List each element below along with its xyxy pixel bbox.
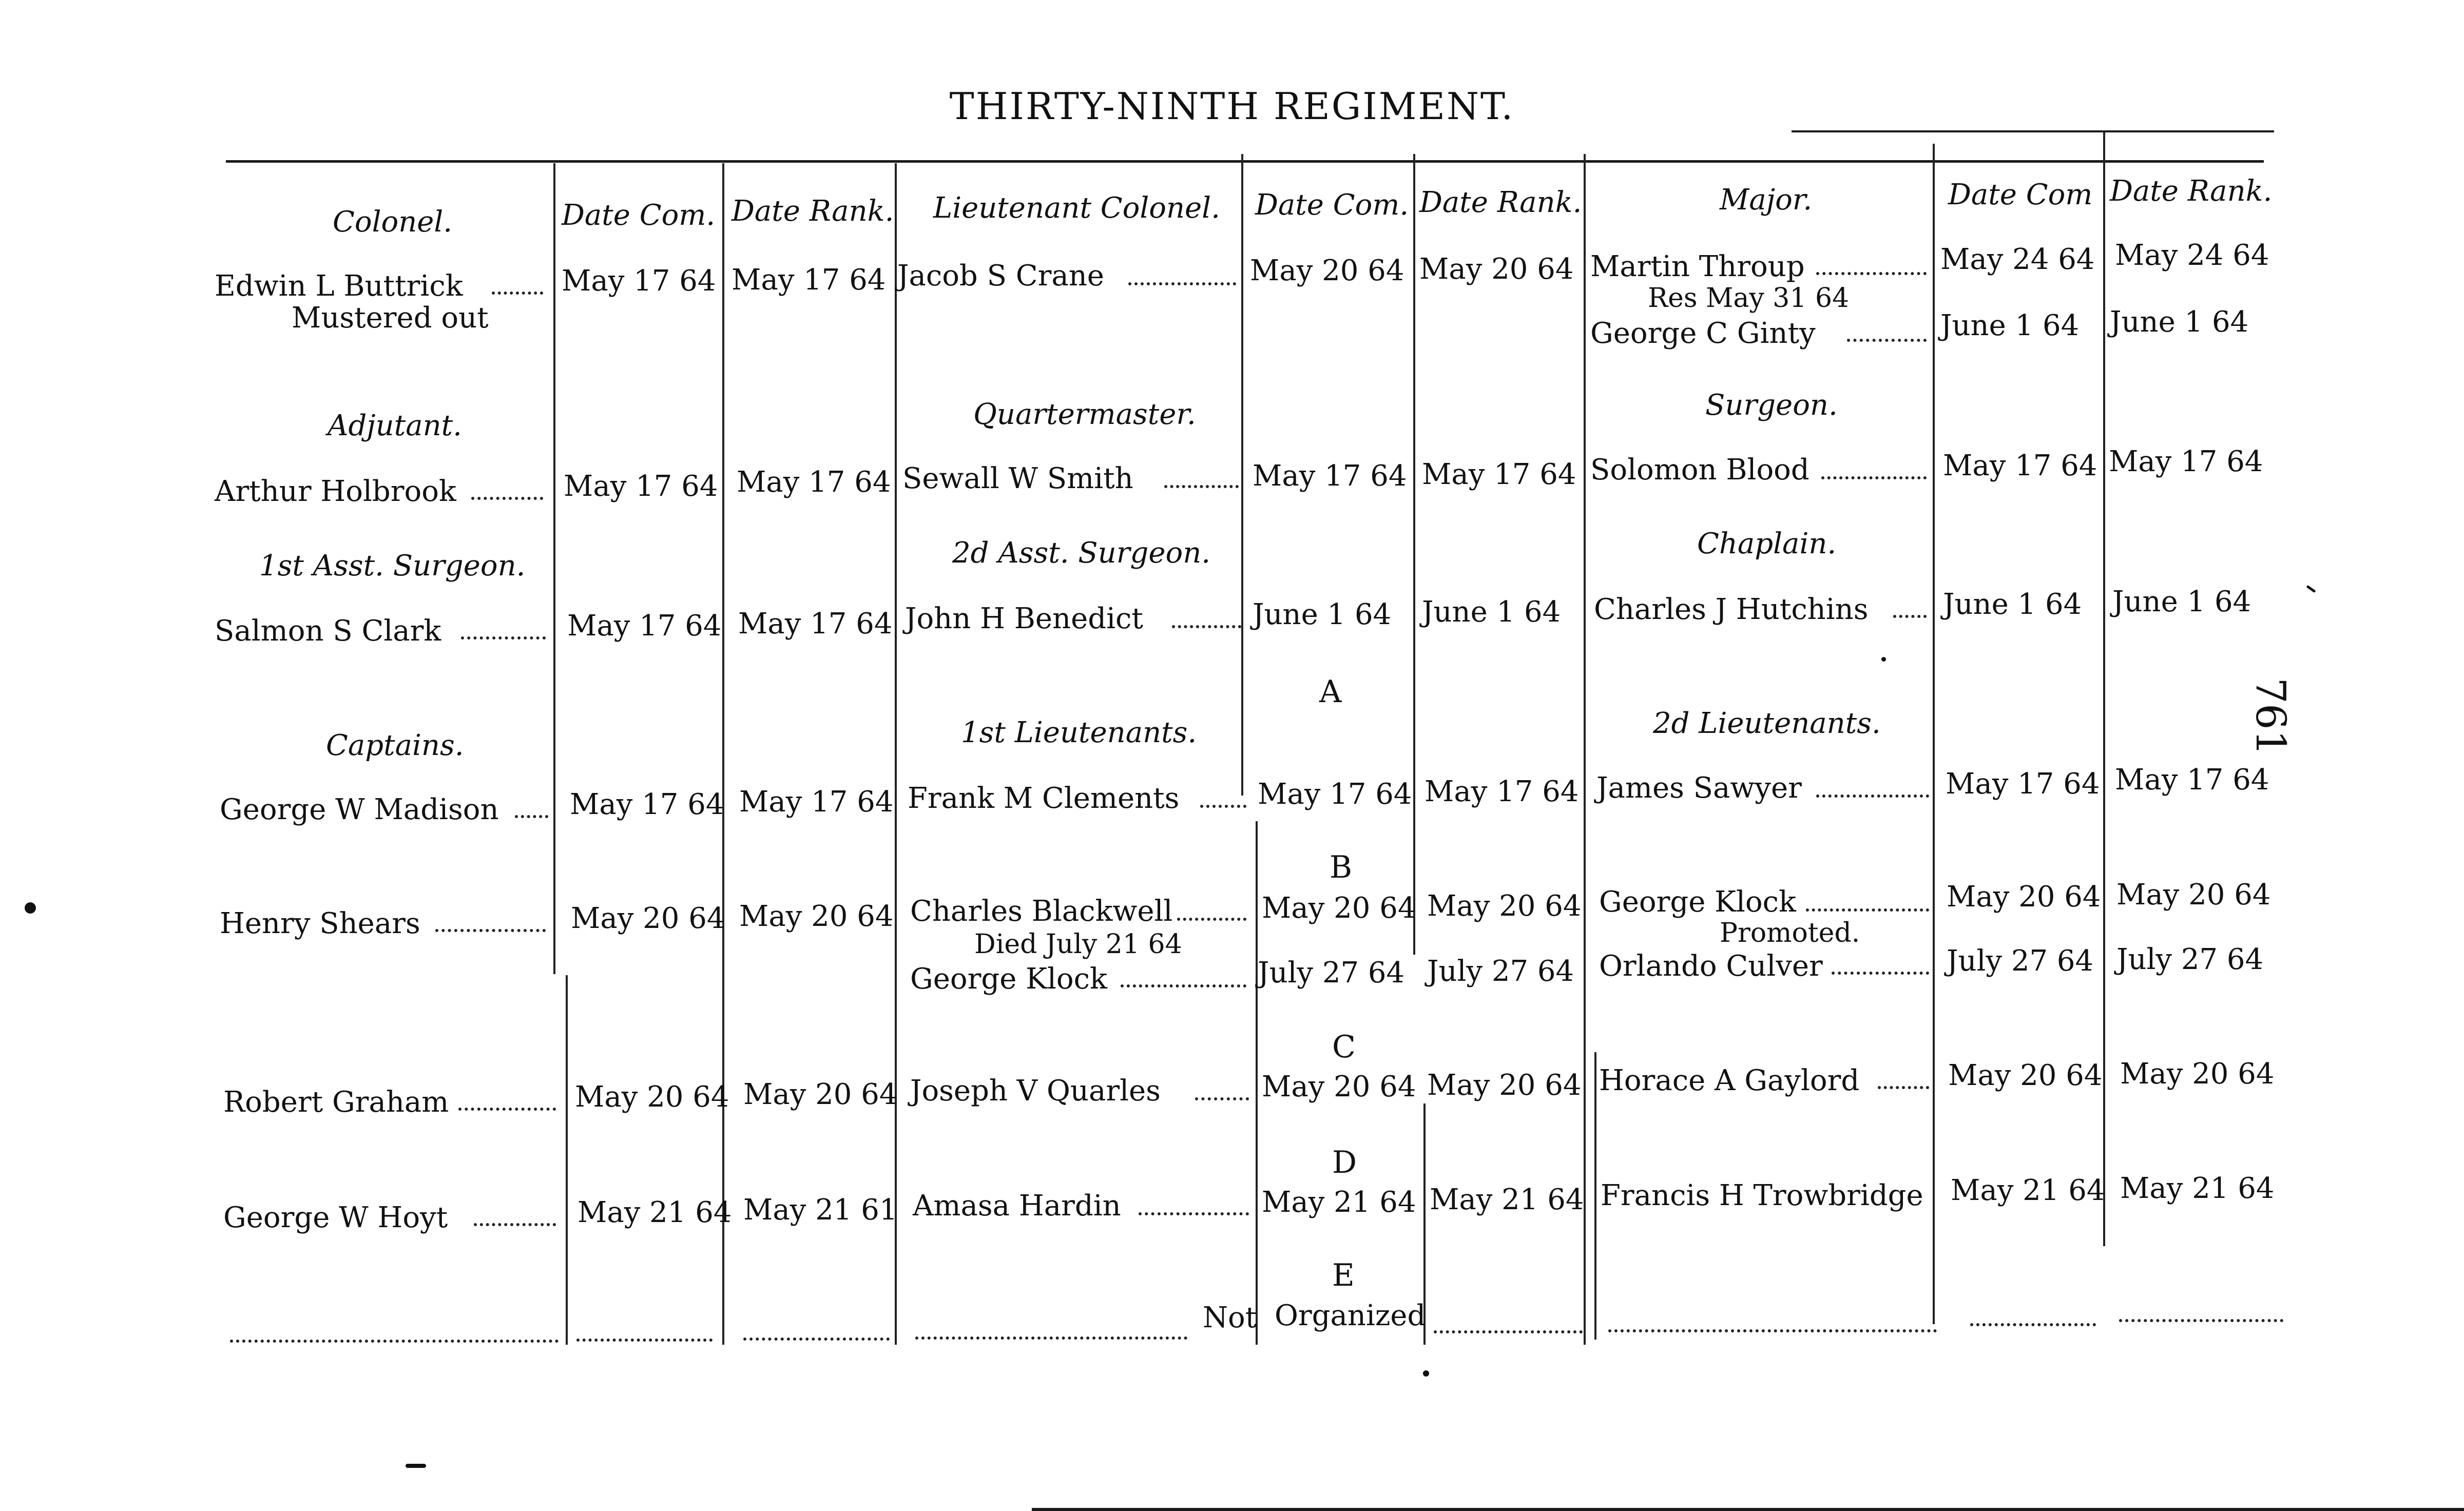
leader-dots	[1434, 1330, 1583, 1333]
leader-dots	[435, 929, 546, 932]
leader-dots	[1806, 908, 1929, 912]
officer-name: Frank M Clements	[908, 782, 1180, 815]
header-lt-colonel: Lieutenant Colonel.	[933, 191, 1220, 225]
date-rank: May 20 64	[739, 900, 894, 933]
date-com: May 21 64	[578, 1196, 732, 1229]
header-date-rank: Date Rank.	[1419, 186, 1582, 219]
header-date-com: Date Com	[1948, 178, 2093, 211]
section-captains: Captains.	[326, 729, 464, 762]
officer-name: Jacob S Crane	[897, 259, 1104, 293]
date-rank: May 20 64	[743, 1078, 898, 1111]
date-com: June 1 64	[1943, 588, 2082, 621]
column-divider	[1241, 154, 1243, 796]
date-rank: May 17 64	[2115, 763, 2269, 797]
leader-dots	[1121, 984, 1246, 987]
scan-speck	[1881, 657, 1886, 662]
date-com: May 21 64	[1262, 1186, 1416, 1219]
leader-dots	[1832, 972, 1929, 975]
section-surgeon: Surgeon.	[1705, 389, 1838, 422]
date-com: May 20 64	[1262, 892, 1416, 925]
column-divider	[1413, 154, 1415, 955]
top-rule	[226, 160, 2264, 163]
date-com: May 17 64	[567, 609, 722, 643]
date-rank: May 20 64	[1427, 1069, 1582, 1102]
scan-speck	[2306, 585, 2316, 593]
section-first-lieutenants: 1st Lieutenants.	[961, 716, 1197, 749]
section-adjutant: Adjutant.	[328, 409, 462, 442]
date-rank: May 21 64	[1430, 1183, 1584, 1216]
officer-name: Sewall W Smith	[902, 462, 1133, 495]
leader-dots	[1177, 918, 1246, 921]
section-first-asst-surgeon: 1st Asst. Surgeon.	[259, 549, 526, 583]
leader-dots	[515, 815, 548, 818]
date-rank: July 27 64	[1427, 955, 1574, 988]
date-rank: May 17 64	[2109, 445, 2263, 478]
leader-dots	[1195, 1097, 1249, 1100]
company-letter: C	[1332, 1029, 1356, 1065]
leader-dots	[1821, 476, 1927, 479]
date-rank: May 17 64	[738, 607, 893, 641]
officer-name: Martin Throup	[1590, 250, 1805, 283]
scan-speck	[406, 1464, 426, 1468]
date-rank: May 21 61	[743, 1193, 898, 1227]
company-letter: E	[1332, 1257, 1355, 1293]
section-second-asst-surgeon: 2d Asst. Surgeon.	[952, 536, 1211, 570]
officer-note: Mustered out	[292, 301, 489, 335]
date-rank: May 20 64	[1427, 889, 1582, 923]
date-com: May 24 64	[1940, 243, 2095, 276]
leader-dots	[1128, 282, 1236, 285]
column-divider	[566, 975, 568, 1345]
date-com: May 20 64	[1250, 254, 1404, 287]
date-rank: May 24 64	[2115, 239, 2269, 272]
leader-dots	[1608, 1329, 1937, 1332]
leader-dots	[230, 1340, 559, 1343]
date-com: May 17 64	[1253, 459, 1407, 493]
officer-name: Orlando Culver	[1599, 950, 1823, 983]
column-divider	[553, 163, 555, 974]
date-com: July 27 64	[1947, 944, 2094, 978]
leader-dots	[1200, 805, 1246, 808]
officer-name: Horace A Gaylord	[1599, 1064, 1860, 1097]
leader-dots	[915, 1336, 1187, 1340]
top-rule-right	[1792, 130, 2274, 132]
leader-dots	[1172, 625, 1241, 628]
officer-name: George W Madison	[220, 793, 499, 826]
leader-dots	[1164, 485, 1239, 488]
officer-name: Solomon Blood	[1590, 453, 1810, 487]
leader-dots	[1139, 1212, 1249, 1215]
date-com: May 17 64	[562, 264, 716, 298]
date-com: May 17 64	[570, 788, 724, 821]
date-rank: June 1 64	[1422, 595, 1561, 629]
officer-name: Francis H Trowbridge	[1601, 1179, 1923, 1212]
date-com: July 27 64	[1258, 956, 1405, 990]
officer-name: Arthur Holbrook	[215, 475, 456, 508]
company-letter: D	[1332, 1145, 1357, 1180]
leader-dots	[471, 497, 543, 500]
header-date-rank: Date Rank.	[732, 195, 894, 228]
section-second-lieutenants: 2d Lieutenants.	[1653, 707, 1881, 740]
column-divider	[1594, 1052, 1596, 1340]
header-colonel: Colonel.	[333, 205, 453, 239]
date-rank: May 20 64	[2120, 1057, 2275, 1091]
date-rank: May 20 64	[2116, 878, 2271, 912]
officer-note: Promoted.	[1720, 918, 1860, 948]
header-major: Major.	[1720, 183, 1813, 217]
scan-speck	[25, 902, 36, 914]
column-divider	[1933, 144, 1935, 1324]
not-organized-right: Organized	[1275, 1299, 1426, 1332]
date-com: May 17 64	[1258, 778, 1412, 811]
bottom-rule	[1032, 1508, 2464, 1511]
leader-dots	[2119, 1319, 2283, 1322]
page-number: 761	[2247, 677, 2295, 756]
column-divider	[1256, 821, 1258, 1345]
date-rank: July 27 64	[2116, 943, 2264, 976]
section-quartermaster: Quartermaster.	[973, 398, 1196, 431]
section-chaplain: Chaplain.	[1697, 527, 1837, 560]
company-letter: A	[1319, 674, 1342, 710]
date-rank: May 20 64	[1419, 253, 1574, 286]
column-divider	[1584, 154, 1586, 1345]
leader-dots	[461, 636, 546, 640]
date-com: May 20 64	[571, 902, 725, 935]
column-divider	[2103, 132, 2105, 1246]
leader-dots	[743, 1338, 890, 1341]
header-date-rank: Date Rank.	[2110, 175, 2273, 208]
leader-dots	[474, 1223, 556, 1226]
date-rank: June 1 64	[2112, 585, 2251, 618]
officer-note: Res May 31 64	[1648, 283, 1850, 314]
leader-dots	[458, 1108, 556, 1111]
date-com: June 1 64	[1253, 598, 1392, 631]
leader-dots	[1893, 615, 1927, 618]
page-title: THIRTY-NINTH REGIMENT.	[949, 85, 1515, 128]
officer-name: Edwin L Buttrick	[215, 269, 463, 303]
leader-dots	[1847, 339, 1927, 342]
officer-name: Robert Graham	[223, 1086, 449, 1119]
leader-dots	[1878, 1086, 1929, 1089]
date-com: May 20 64	[1947, 880, 2101, 914]
date-rank: May 17 64	[732, 263, 886, 297]
officer-note: Died July 21 64	[974, 929, 1182, 960]
officer-name: Amasa Hardin	[913, 1189, 1121, 1223]
officer-name: James Sawyer	[1596, 771, 1802, 805]
officer-name: George C Ginty	[1590, 317, 1816, 350]
leader-dots	[492, 292, 543, 295]
officer-name: John H Benedict	[905, 602, 1143, 635]
scan-speck	[1423, 1370, 1429, 1377]
date-com: May 17 64	[1943, 449, 2097, 482]
officer-name: Charles J Hutchins	[1594, 593, 1869, 626]
date-com: May 21 64	[1951, 1174, 2105, 1207]
leader-dots	[1816, 272, 1927, 275]
date-rank: June 1 64	[2110, 305, 2249, 339]
date-com: May 17 64	[1946, 767, 2100, 801]
officer-name: Joseph V Quarles	[910, 1074, 1161, 1108]
officer-name: George Klock	[1599, 885, 1796, 919]
date-com: June 1 64	[1940, 309, 2080, 342]
date-rank: May 21 64	[2120, 1172, 2275, 1205]
officer-name: Salmon S Clark	[215, 614, 441, 648]
date-com: May 20 64	[575, 1080, 729, 1114]
header-date-com: Date Com.	[562, 199, 716, 232]
date-com: May 17 64	[564, 470, 718, 503]
date-rank: May 17 64	[739, 785, 894, 819]
header-date-com: Date Com.	[1255, 188, 1409, 222]
company-letter: B	[1330, 849, 1353, 885]
date-com: May 20 64	[1262, 1070, 1416, 1103]
not-organized-left: Not	[1203, 1301, 1257, 1334]
column-divider	[895, 163, 897, 1345]
date-rank: May 17 64	[737, 466, 891, 499]
leader-dots	[1970, 1323, 2096, 1326]
date-rank: May 17 64	[1422, 458, 1576, 491]
officer-name: George Klock	[910, 962, 1107, 996]
officer-name: Charles Blackwell	[910, 895, 1173, 928]
column-divider	[722, 163, 724, 1345]
date-com: May 20 64	[1948, 1059, 2103, 1092]
officer-name: George W Hoyt	[223, 1201, 448, 1234]
date-rank: May 17 64	[1424, 775, 1579, 808]
leader-dots	[1816, 795, 1929, 798]
leader-dots	[576, 1339, 713, 1342]
officer-name: Henry Shears	[220, 907, 420, 940]
